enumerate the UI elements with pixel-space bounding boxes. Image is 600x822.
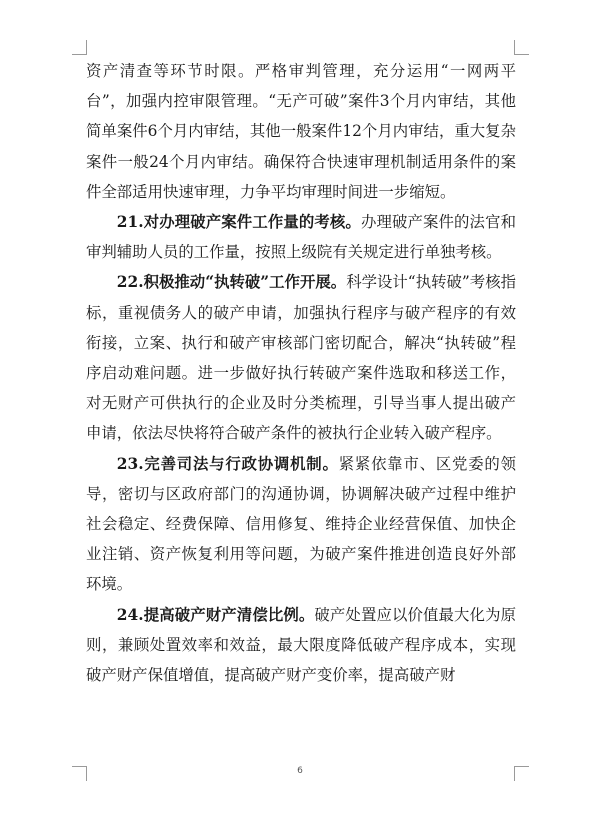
paragraph-text: 破产处置应以价值最大化为原则，兼顾处置效率和效益，最大限度降低破产程序成本，实现破产财产保值增值，提高破产财产变价率，提高破产财 [86,605,516,685]
paragraph-heading: 23.完善司法与行政协调机制。 [116,454,339,473]
paragraph-continuation [86,56,516,207]
paragraph-22 [86,267,516,448]
paragraph-text: 紧紧依靠市、区党委的领导，密切与区政府部门的沟通协调，协调解决破产过程中维护社会稳定、经费保障、信用修复、维持企业经营保值、加快企业注销、资产恢复利用等问题，为破产案件推进创造良好外部环境。 [86,454,516,594]
paragraph-text: 资产清查等环节时限。严格审判管理，充分运用“一网两平台”，加强内控审限管理。“无产可破”案件3个月内审结，其他简单案件6个月内审结，其他一般案件12个月内审结，重大复杂案件一般24个月内审结。确保符合快速审理机制适用条件的案件全部适用快速审理，力争平均审理时间进一步缩短。 [86,62,516,201]
paragraph-heading: 21.对办理破产案件工作量的考核。 [116,213,361,232]
paragraph-heading: 22.积极推动“执转破”工作开展。 [116,273,347,292]
document-body [86,56,516,690]
paragraph-text: 科学设计“执转破”考核指标，重视债务人的破产申请，加强执行程序与破产程序的有效衔接，立案、执行和破产审核部门密切配合，解决“执转破”程序启动难问题。进一步做好执行转破产案件选取和移送工作，对无财产可供执行的企业及时分类梳理，引导当事人提出破产申请，依法尽快将符合破产条件的被执行企业转入破产程序。 [86,273,516,443]
paragraph-21 [86,207,516,267]
crop-mark-top-right [514,40,529,55]
page-number: 6 [297,766,303,776]
paragraph-heading: 24.提高破产财产清偿比例。 [116,605,315,624]
paragraph-24 [86,600,516,691]
paragraph-23 [86,449,516,600]
paragraph-text: 办理破产案件的法官和审判辅助人员的工作量，按照上级院有关规定进行单独考核。 [86,213,516,262]
crop-mark-top-left [72,40,87,55]
